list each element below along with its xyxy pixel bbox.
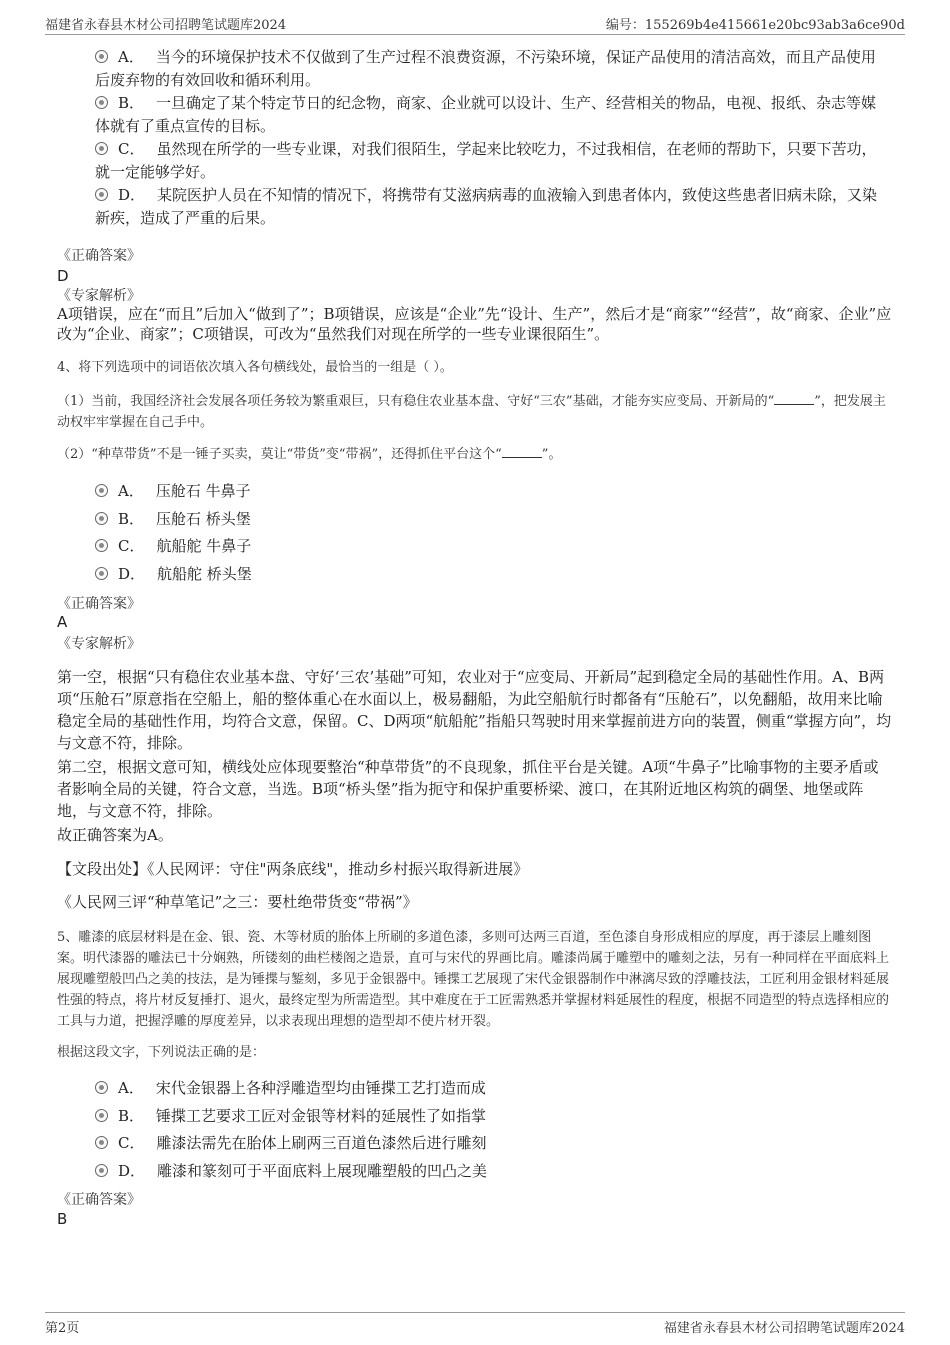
q4-option-b[interactable]: B． 压舱石 桥头堡 [95, 508, 890, 531]
q3-option-d[interactable]: D． 某院医护人员在不知情的情况下，将携带有艾滋病病毒的血液输入到患者体内，致使这些患者旧病未除，又染新疾，造成了严重的后果。 [95, 186, 878, 227]
q4-sentence-1: （1）当前，我国经济社会发展各项任务较为繁重艰巨，只有稳住农业基本盘、守好“三农”基础，才能夯实应变局、开新局的“ ”，把发展主动权牢牢掌握在自己手中。 [57, 394, 886, 430]
q5-answer-label: 《正确答案》 [57, 1192, 141, 1208]
radio-icon[interactable] [95, 50, 108, 63]
q3-answer-label: 《正确答案》 [57, 248, 141, 264]
q5-option-d[interactable]: D． 雕漆和篆刻可于平面底料上展现雕塑般的凹凸之美 [95, 1160, 890, 1183]
q3-option-c[interactable]: C． 虽然现在所学的一些专业课，对我们很陌生，学起来比较吃力，不过我相信，在老师的帮助下，只要下苦功，就一定能够学好。 [95, 140, 877, 181]
q4-sentence-2: （2）“种草带货”不是一锤子买卖，莫让“带货”变“带祸”，还得抓住平台这个“ ”。 [57, 447, 562, 462]
radio-icon[interactable] [95, 96, 108, 109]
header-doc-id: 编号：155269b4e415661e20bc93ab3a6ce90d [605, 18, 905, 33]
radio-icon[interactable] [95, 1164, 108, 1177]
q4-option-d[interactable]: D． 航船舵 桥头堡 [95, 563, 890, 586]
q4-analysis-conclusion: 故正确答案为A。 [57, 826, 173, 844]
radio-icon[interactable] [95, 1136, 108, 1149]
q5-answer: B [57, 1210, 68, 1228]
radio-icon[interactable] [95, 188, 108, 201]
q4-analysis-para-2: 第二空，根据文意可知，横线处应体现要整治“种草带货”的不良现象，抓住平台是关键。A项“牛鼻子”比喻事物的主要矛盾或者影响全局的关键，符合文意，当选。B项“桥头堡”指为扼守和保护重要桥梁、渡口，在其附近地区构筑的碉堡、地堡或阵地，与文意不符，排除。 [57, 758, 879, 820]
page-footer [45, 1312, 905, 1337]
q4-option-a[interactable]: A． 压舱石 牛鼻子 [95, 480, 890, 503]
q5-option-a[interactable]: A． 宋代金银器上各种浮雕造型均由锤揲工艺打造而成 [95, 1077, 890, 1100]
q3-answer: D [57, 267, 69, 285]
q4-analysis-para-1: 第一空，根据“只有稳住农业基本盘、守好‘三农’基础”可知，农业对于“应变局、开新局”起到稳定全局的基础性作用。A、B两项“压舱石”原意指在空船上，船的整体重心在水面以上，极易翻船，为此空船航行时都备有“压舱石”，以免翻船，故用来比喻稳定全局的基础性作用，均符合文意，保留。C、D两项“航船舵”指船只驾驶时用来掌握前进方向的装置，侧重“掌握方向”，均与文意不符，排除。 [57, 668, 892, 752]
q5-option-c[interactable]: C． 雕漆法需先在胎体上刷两三百道色漆然后进行雕刻 [95, 1132, 890, 1155]
radio-icon[interactable] [95, 1109, 108, 1122]
q4-source: 【文段出处】《人民网评：守住"两条底线"，推动乡村振兴取得新进展》 [57, 860, 529, 878]
q3-option-a[interactable]: A． 当今的环境保护技术不仅做到了生产过程不浪费资源，不污染环境，保证产品使用的清洁高效，而且产品使用后废弃物的有效回收和循环利用。 [95, 48, 876, 89]
radio-icon[interactable] [95, 142, 108, 155]
radio-icon[interactable] [95, 484, 108, 497]
q5-option-b[interactable]: B． 锤揲工艺要求工匠对金银等材料的延展性了如指掌 [95, 1105, 890, 1128]
q4-answer: A [57, 613, 68, 631]
radio-icon[interactable] [95, 1081, 108, 1094]
q3-analysis-label: 《专家解析》 [57, 288, 141, 304]
q4-source-2: 《人民网三评“种草笔记”之三：要杜绝带货变“带祸”》 [57, 893, 418, 911]
page-number: 第2页 [45, 1321, 80, 1336]
q4-answer-label: 《正确答案》 [57, 596, 141, 612]
q5-stem: 5、雕漆的底层材料是在金、银、瓷、木等材质的胎体上所刷的多道色漆，多则可达两三百道，至色漆自身形成相应的厚度，再于漆层上雕刻图案。明代漆器的雕法已十分娴熟，所镂刻的曲栏楼阁之造景，直可与宋代的界画比肩。雕漆尚属于雕塑中的雕刻之法，另有一种同样在平面底料上展现雕塑般凹凸之美的技法，是为锤揲与錾刻，多见于金银器中。锤揲工艺展现了宋代金银器制作中淋漓尽致的浮雕技法，工匠利用金银材料延展性强的特点，将片材反复捶打、退火，最终定型为所需造型。其中难度在于工匠需熟悉并掌握材料延展性的程度，根据不同造型的特点选择相应的工具与力道，把握浮雕的厚度差异，以求表现出理想的造型却不使片材开裂。 [57, 930, 890, 1029]
q4-option-c[interactable]: C． 航船舵 牛鼻子 [95, 535, 890, 558]
q4-stem: 4、将下列选项中的词语依次填入各句横线处，最恰当的一组是（ ）。 [57, 360, 453, 375]
q3-option-b[interactable]: B． 一旦确定了某个特定节日的纪念物，商家、企业就可以设计、生产、经营相关的物品，电视、报纸、杂志等媒体就有了重点宣传的目标。 [95, 94, 877, 135]
q3-analysis: A项错误，应在“而且”后加入“做到了”；B项错误，应该是“企业”先“设计、生产”，然后才是“商家”“经营”，故“商家、企业”应改为“企业、商家”；C项错误，可改为“虽然我们对现在所学的一些专业课很陌生”。 [57, 305, 892, 343]
radio-icon[interactable] [95, 539, 108, 552]
radio-icon[interactable] [95, 567, 108, 580]
blank-line [502, 445, 542, 458]
page-header [45, 12, 905, 35]
radio-icon[interactable] [95, 512, 108, 525]
footer-title: 福建省永春县木材公司招聘笔试题库2024 [663, 1321, 905, 1336]
header-title: 福建省永春县木材公司招聘笔试题库2024 [45, 18, 287, 33]
q4-analysis-label: 《专家解析》 [57, 636, 141, 652]
q5-question: 根据这段文字，下列说法正确的是： [57, 1045, 266, 1060]
blank-line [774, 392, 814, 405]
